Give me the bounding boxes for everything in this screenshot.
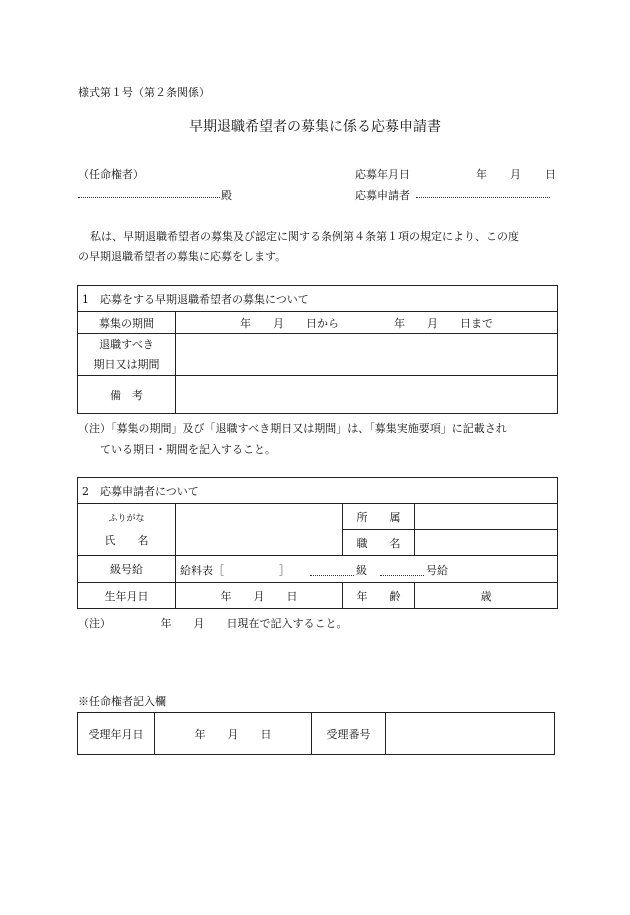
received-date-value: 年 月 日	[155, 713, 312, 755]
grade-value-cell	[176, 556, 558, 583]
affiliation-value-cell	[415, 504, 558, 530]
birth-label: 生年月日	[78, 583, 176, 609]
grade-label: 級号給	[78, 556, 176, 583]
section1-note-line-1: （注）「募集の期間」及び「退職すべき期日又は期間」は、「募集実施要項」に記載され	[78, 422, 507, 435]
retire-label-line-2: 期日又は期間	[93, 357, 160, 371]
retire-label	[78, 334, 176, 376]
furigana-label: ふりがな	[108, 514, 145, 524]
honorific: 殿	[221, 189, 232, 202]
section2-heading: 2 応募申請者について	[78, 478, 558, 504]
age-unit: 歳	[415, 583, 558, 609]
name-label: 氏 名	[104, 534, 149, 547]
position-label: 職 名	[343, 530, 415, 556]
birth-value: 年 月 日	[176, 583, 343, 609]
retire-label-line-1: 退職すべき	[99, 337, 154, 351]
received-number-value-cell	[386, 713, 555, 755]
applicant-line	[416, 197, 550, 198]
date-label: 応募年月日	[355, 168, 410, 181]
date-month: 月	[510, 168, 521, 181]
name-value-cell	[176, 504, 343, 556]
section2-note: （注） 年 月 日現在で記入すること。	[78, 617, 348, 630]
section1-note-line-2: ている期日・期間を記入すること。	[100, 443, 276, 456]
retire-value-cell	[176, 334, 558, 376]
intro-line-2: の早期退職希望者の募集に応募をします。	[78, 250, 287, 263]
intro-line-1: 私は、早期退職希望者の募集及び認定に関する条例第４条第１項の規定により、この度	[90, 230, 519, 243]
date-year: 年	[476, 168, 487, 181]
name-label-cell	[78, 504, 176, 556]
remarks-label: 備 考	[78, 376, 176, 414]
step-line	[380, 575, 424, 576]
recruitment-table	[77, 285, 558, 414]
applicant-table	[77, 477, 558, 609]
grade-unit: 級	[356, 564, 367, 577]
date-day: 日	[545, 168, 556, 181]
period-value: 年 月 日から 年 月 日まで	[176, 312, 558, 334]
appointer-line	[78, 197, 220, 198]
remarks-value-cell	[176, 376, 558, 414]
section1-heading: 1 応募をする早期退職希望者の募集について	[78, 286, 558, 312]
page-title: 早期退職希望者の募集に係る応募申請書	[189, 119, 441, 135]
applicant-label: 応募申請者	[355, 189, 410, 202]
form-number: 様式第１号（第２条関係）	[78, 86, 210, 99]
affiliation-label: 所 属	[343, 504, 415, 530]
received-number-label: 受理番号	[312, 713, 386, 755]
salary-table-text: 給料表［ ］	[180, 564, 290, 577]
appointer-label: （任命権者）	[78, 168, 144, 181]
step-unit: 号給	[426, 564, 448, 577]
grade-line	[310, 575, 354, 576]
appointer-section-heading: ※任命権者記入欄	[78, 695, 166, 708]
received-date-label: 受理年月日	[78, 713, 155, 755]
appointer-table	[77, 712, 555, 755]
age-label: 年 齢	[343, 583, 415, 609]
period-label: 募集の期間	[78, 312, 176, 334]
position-value-cell	[415, 530, 558, 556]
